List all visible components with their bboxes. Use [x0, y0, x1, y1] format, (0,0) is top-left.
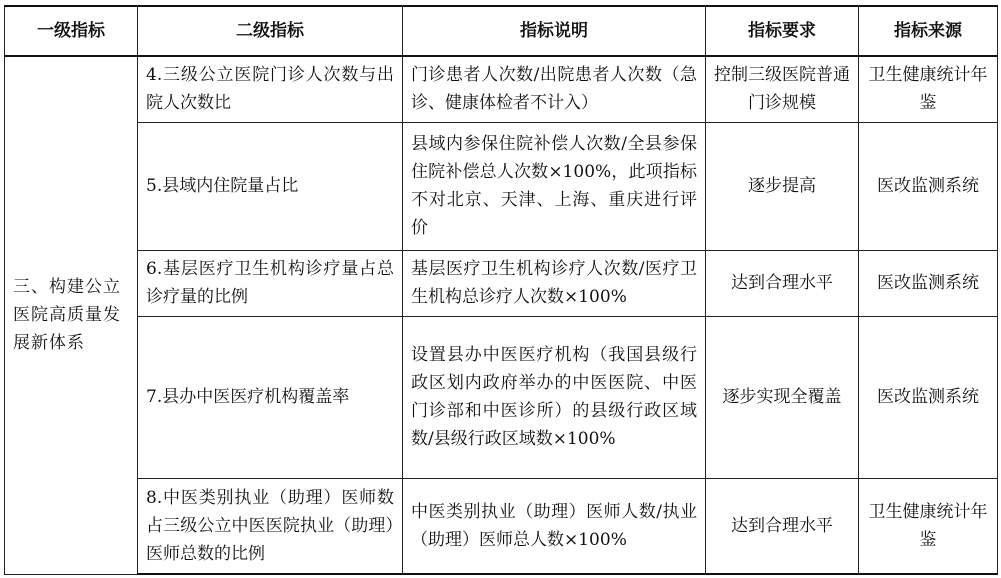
indicator-name: 7.县办中医医疗机构覆盖率 — [138, 316, 403, 478]
table-row — [5, 316, 998, 478]
header-source: 指标来源 — [859, 6, 998, 56]
indicator-name: 5.县域内住院量占比 — [138, 122, 403, 250]
indicator-name: 6.基层医疗卫生机构诊疗量占总诊疗量的比例 — [138, 250, 403, 316]
indicator-source: 卫生健康统计年鉴 — [859, 56, 998, 122]
indicator-requirement: 达到合理水平 — [706, 250, 859, 316]
indicator-name: 8.中医类别执业（助理）医师数占三级公立中医医院执业（助理）医师总数的比例 — [138, 478, 403, 574]
header-level1: 一级指标 — [5, 6, 138, 56]
header-level2: 二级指标 — [138, 6, 403, 56]
indicator-description: 县域内参保住院补偿人次数/全县参保住院补偿总人次数×100%，此项指标不对北京、天津、上海、重庆进行评价 — [403, 122, 706, 250]
indicator-description: 设置县办中医医疗机构（我国县级行政区划内政府举办的中医医院、中医门诊部和中医诊所）的县级行政区域数/县级行政区域数×100% — [403, 316, 706, 478]
indicator-description: 门诊患者人次数/出院患者人次数（急诊、健康体检者不计入） — [403, 56, 706, 122]
category-cell: 三、构建公立医院高质量发展新体系 — [5, 56, 138, 574]
indicator-description: 中医类别执业（助理）医师人数/执业（助理）医师总人数×100% — [403, 478, 706, 574]
indicator-requirement: 控制三级医院普通门诊规模 — [706, 56, 859, 122]
table-row — [5, 56, 998, 122]
indicator-source: 医改监测系统 — [859, 250, 998, 316]
table-row — [5, 478, 998, 574]
indicator-name: 4.三级公立医院门诊人次数与出院人次数比 — [138, 56, 403, 122]
table-row — [5, 250, 998, 316]
indicator-source: 医改监测系统 — [859, 316, 998, 478]
header-requirement: 指标要求 — [706, 6, 859, 56]
indicator-description: 基层医疗卫生机构诊疗人次数/医疗卫生机构总诊疗人次数×100% — [403, 250, 706, 316]
table-row — [5, 122, 998, 250]
header-description: 指标说明 — [403, 6, 706, 56]
indicator-requirement: 达到合理水平 — [706, 478, 859, 574]
indicator-requirement: 逐步实现全覆盖 — [706, 316, 859, 478]
indicator-source: 医改监测系统 — [859, 122, 998, 250]
indicator-source: 卫生健康统计年鉴 — [859, 478, 998, 574]
indicator-table — [4, 5, 998, 575]
indicator-requirement: 逐步提高 — [706, 122, 859, 250]
header-row — [5, 6, 998, 56]
